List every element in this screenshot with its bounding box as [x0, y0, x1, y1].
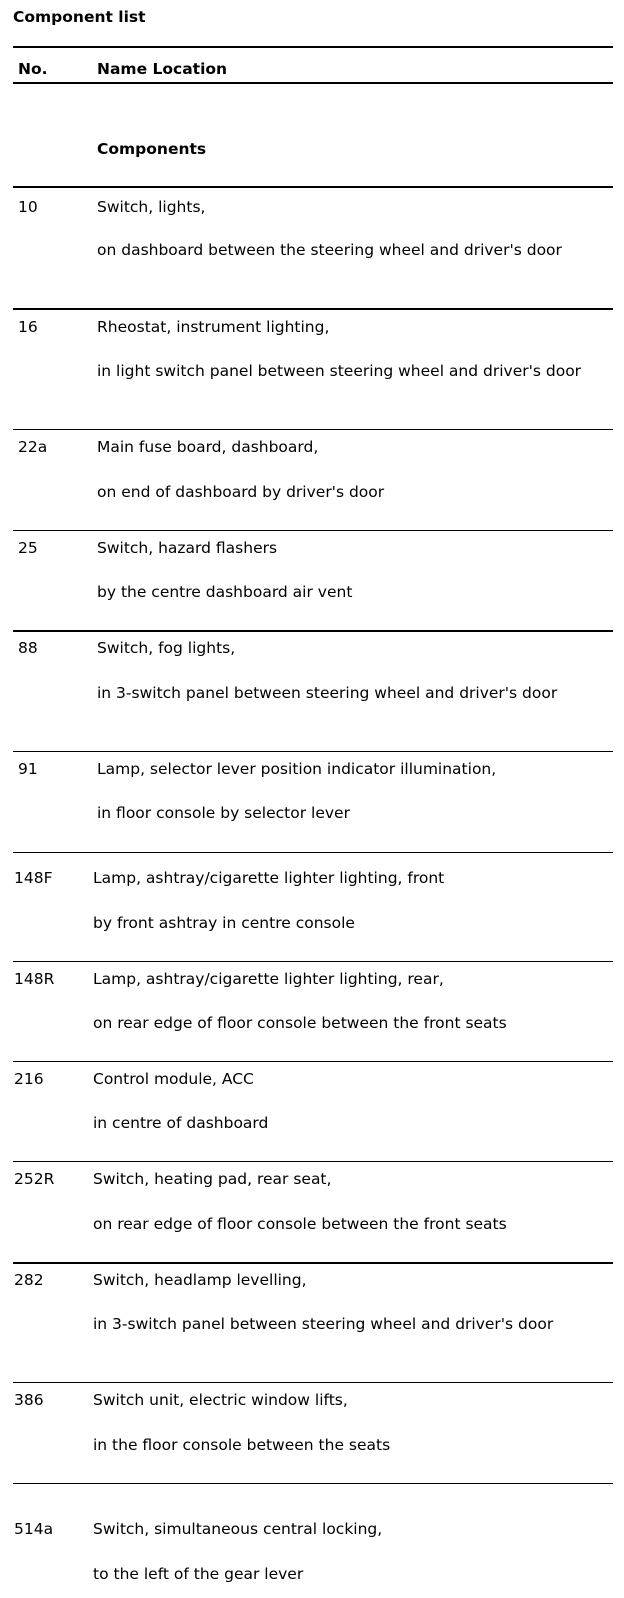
- row-name: Control module, ACC: [93, 1070, 254, 1088]
- row-number: 216: [14, 1070, 44, 1088]
- row-divider: [13, 308, 613, 310]
- row-number: 25: [18, 539, 38, 557]
- row-name: Switch, headlamp levelling,: [93, 1271, 307, 1289]
- row-divider: [13, 1262, 613, 1264]
- row-name: Switch, hazard flashers: [97, 539, 278, 557]
- row-number: 386: [14, 1391, 44, 1409]
- row-divider: [13, 1061, 613, 1062]
- row-location: in centre of dashboard: [93, 1114, 269, 1132]
- row-divider: [13, 429, 613, 430]
- row-divider: [13, 751, 613, 752]
- row-number: 282: [14, 1271, 44, 1289]
- header-name-location: Name Location: [97, 60, 228, 78]
- row-name: Rheostat, instrument lighting,: [97, 318, 330, 336]
- row-location: in floor console by selector lever: [97, 804, 350, 822]
- row-name: Lamp, ashtray/cigarette lighter lighting, rear,: [93, 970, 444, 988]
- row-location: in 3-switch panel between steering wheel and driver's door: [93, 1315, 554, 1333]
- row-number: 148R: [14, 970, 55, 988]
- header-no: No.: [18, 60, 48, 78]
- row-name: Switch, heating pad, rear seat,: [93, 1170, 332, 1188]
- row-name: Switch, lights,: [97, 198, 206, 216]
- row-number: 16: [18, 318, 38, 336]
- row-location: on rear edge of floor console between the front seats: [93, 1215, 507, 1233]
- row-name: Switch unit, electric window lifts,: [93, 1391, 348, 1409]
- row-location: in light switch panel between steering wheel and driver's door: [97, 362, 582, 380]
- row-divider: [13, 630, 613, 632]
- header-bottom-rule: [13, 82, 613, 84]
- row-divider: [13, 1161, 613, 1162]
- row-location: on rear edge of floor console between the front seats: [93, 1014, 507, 1032]
- row-number: 514a: [14, 1520, 54, 1538]
- row-location: on end of dashboard by driver's door: [97, 483, 385, 501]
- row-name: Switch, simultaneous central locking,: [93, 1520, 383, 1538]
- row-location: by the centre dashboard air vent: [97, 583, 353, 601]
- row-number: 88: [18, 639, 38, 657]
- row-number: 10: [18, 198, 38, 216]
- row-number: 148F: [14, 869, 53, 887]
- row-divider: [13, 961, 613, 962]
- row-divider: [13, 1483, 613, 1484]
- table-top-rule: [13, 46, 613, 48]
- row-number: 252R: [14, 1170, 55, 1188]
- row-number: 91: [18, 760, 38, 778]
- row-divider: [13, 1382, 613, 1383]
- row-location: in 3-switch panel between steering wheel and driver's door: [97, 684, 558, 702]
- row-name: Switch, fog lights,: [97, 639, 236, 657]
- row-location: in the floor console between the seats: [93, 1436, 391, 1454]
- row-divider: [13, 530, 613, 531]
- row-number: 22a: [18, 438, 48, 456]
- section-label: Components: [97, 140, 207, 158]
- row-name: Lamp, selector lever position indicator illumination,: [97, 760, 497, 778]
- row-location: by front ashtray in centre console: [93, 914, 355, 932]
- row-location: to the left of the gear lever: [93, 1565, 304, 1583]
- row-divider: [13, 852, 613, 853]
- row-location: on dashboard between the steering wheel and driver's door: [97, 241, 562, 259]
- row-name: Lamp, ashtray/cigarette lighter lighting, front: [93, 869, 445, 887]
- section-rule: [13, 186, 613, 188]
- row-name: Main fuse board, dashboard,: [97, 438, 319, 456]
- document-title: Component list: [13, 8, 146, 26]
